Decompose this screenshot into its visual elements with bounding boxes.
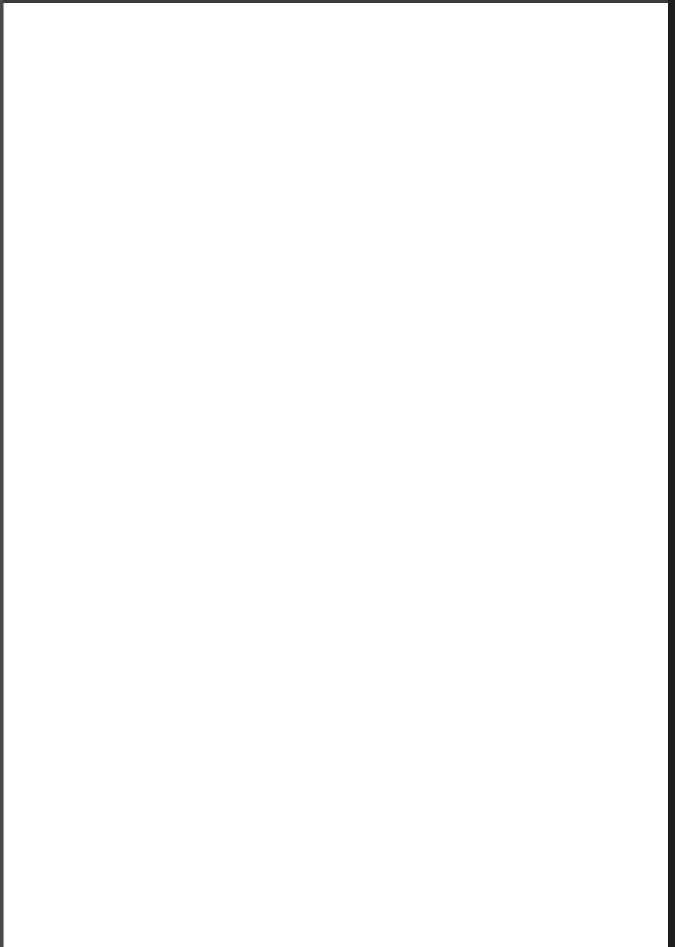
document-page <box>4 3 668 947</box>
page-frame-right <box>668 0 675 947</box>
document-body <box>75 66 627 84</box>
